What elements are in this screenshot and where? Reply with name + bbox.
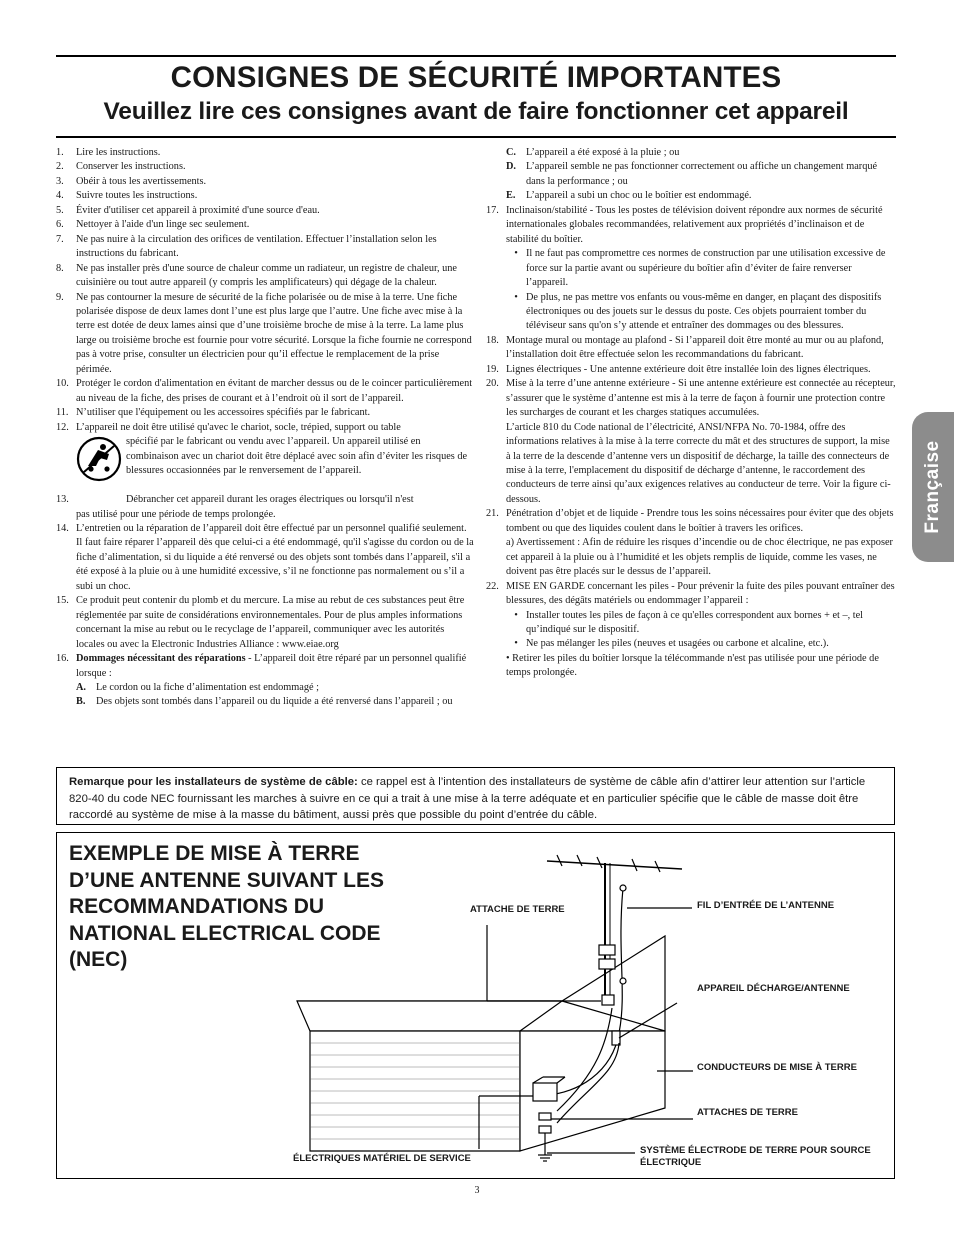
bullet-item: • Installer toutes les piles de façon à ce qu'elles correspondent aux bornes + et –, tel qu’indiqué sur le dispositif. [514, 609, 864, 635]
list-item: 20. Mise à la terre d’une antenne extérieure - Si une antenne extérieure est connectée au récepteur, s’assurer que le système d’antenne est mis à la terre de façon à fournir une protection contre les surcharges de courant et les charges statiques accumulées. [486, 378, 896, 419]
house-antenna-diagram [57, 833, 894, 1178]
item-17: 17. Inclinaison/stabilité - Tous les postes de télévision doivent répondre aux normes de sécurité internationales globales recommandées, relativement aux propriétés d’inclinaison et de stabilité du boîtier. [486, 204, 883, 245]
item-13-cont: pas utilisé pour une période de temps prolongée. [76, 508, 276, 520]
list-item: 8. Ne pas installer près d'une source de chaleur comme un radiateur, un registre de chaleur, une cuisinière ou tout autre appareil (y compris les amplificateurs) qui dégage de la chaleur. [56, 262, 457, 289]
label-fil: FIL D’ENTRÉE DE L’ANTENNE [697, 900, 835, 911]
antenna-grounding-figure [56, 832, 895, 1179]
list-item: 3. Obéir à tous les avertissements. [56, 175, 207, 187]
bullet-item: • Il ne faut pas compromettre ces normes de construction par une utilisation excessive de force sur la partie avant ou supérieure du boîtier afin d’éviter de faire renverser l’appareil. [514, 248, 886, 289]
item-22: 22. MISE EN GARDE concernant les piles - Pour prévenir la fuite des piles pouvant entraîner des blessures, des dégâts matériels ou endommager l’appareil : [486, 580, 895, 607]
left-column [56, 146, 474, 710]
label-attaches: ATTACHES DE TERRE [697, 1107, 798, 1118]
item-12-cont [56, 435, 474, 493]
list-item: 1. Lire les instructions. [56, 147, 161, 158]
cart-warning-icon [76, 436, 122, 482]
sub-item: E. L’appareil a subi un choc ou le boîtier est endommagé. [506, 190, 752, 202]
item-21-paragraph: a) Avertissement : Afin de réduire les risques d’incendie ou de choc électrique, ne pas exposer cet appareil à la pluie ou à l’humidité et les objets remplis de liquide, comme les vases, ne doivent pas être placés sur le dessus de l’appareil. [506, 537, 893, 578]
label-electriques: ÉLECTRIQUES MATÉRIEL DE SERVICE [293, 1153, 471, 1164]
item-20-paragraph: L’article 810 du Code national de l’électricité, ANSI/NFPA No. 70-1984, offre des informations relatives à la mise à la terre correcte du mât et des structures de support, la mise à la terre de la descende d’antenne vers un dispositif de décharge, la taille des connecteurs de mise à la terre, l'emplacement du dispositif de décharge d’antenne, le raccordement des conducteurs de terre ainsi qu’aux exigences relatives au conducteur de terre. Voir la figure ci-dessous. [506, 421, 891, 505]
figure-title: EXEMPLE DE MISE À TERRE D’UNE ANTENNE SUIVANT LES RECOMMANDATIONS DU NATIONAL ELECTRICAL CODE (NEC) [69, 842, 385, 971]
title-rule [56, 136, 896, 138]
label-systeme: SYSTÈME ÉLECTRODE DE TERRE POUR SOURCE ÉLECTRIQUE [640, 1145, 871, 1168]
list-item: 2. Conserver les instructions. [56, 161, 186, 173]
item-12-text: spécifié par le fabricant ou vendu avec l’appareil. Un appareil utilisé en combinaison avec un chariot doit être déplacé avec soin afin d’éviter les risques de blessures occasionnées par le renversement de l’appareil. [126, 436, 468, 476]
right-column [486, 146, 896, 681]
list-item: 9. Ne pas contourner la mesure de sécurité de la fiche polarisée ou de mise à la terre. Une fiche polarisée dispose de deux lames dont l’une est plus large que l’autre. Une fiche avec mise à la terre est dotée de deux lames ainsi que d’une troisième broche de mise à la terre. La lame plus large ou troisième broche est fournie pour votre sécurité. Lorsque la fiche fournie ne correspond pas à votre prise, consulter un électricien pour qu’il effectue le remplacement de la prise périmée. [56, 291, 472, 375]
label-appareil: APPAREIL DÉCHARGE/ANTENNE [697, 983, 850, 994]
page-subtitle: Veuillez lire ces consignes avant de faire fonctionner cet appareil [103, 98, 849, 125]
page-number: 3 [474, 1185, 480, 1196]
list-item: 4. Suivre toutes les instructions. [56, 190, 198, 202]
language-tab[interactable]: Française [912, 412, 954, 562]
item-16: 16. Dommages nécessitant des réparations - L’appareil doit être réparé par un personnel qualifié lorsque : [56, 653, 467, 679]
label-conducteurs: CONDUCTEURS DE MISE À TERRE [697, 1062, 857, 1073]
list-item: 12. L’appareil ne doit être utilisé qu'avec le chariot, socle, trépied, support ou table [56, 421, 401, 433]
sub-item: B. Des objets sont tombés dans l’appareil ou du liquide a été renversé dans l’appareil ; ou [76, 696, 453, 708]
item-22-last: • Retirer les piles du boîtier lorsque la télécommande n'est pas utilisée pour une période de temps prolongée. [506, 652, 879, 679]
top-rule [56, 55, 896, 57]
list-item: 11. N’utiliser que l'équipement ou les accessoires spécifiés par le fabricant. [56, 407, 371, 419]
label-attache: ATTACHE DE TERRE [470, 904, 565, 915]
page-title: CONSIGNES DE SÉCURITÉ IMPORTANTES [170, 61, 782, 94]
sub-item: D. L’appareil semble ne pas fonctionner correctement ou affiche un changement marqué dans la performance ; ou [506, 161, 878, 187]
list-item: 5. Éviter d'utiliser cet appareil à proximité d'une source d'eau. [56, 204, 320, 216]
bullet-item: • De plus, ne pas mettre vos enfants ou vous-même en danger, en plaçant des dispositifs électroniques ou des jouets sur le dessus du poste. Ces objets pourraient tomber du téléviseur sans qu'on s’y attende et entraîner des dommages ou des blessures. [514, 291, 882, 332]
list-item: 10. Protéger le cordon d'alimentation en évitant de marcher dessus ou de le coincer particulièrement au niveau de la fiche, des prises de courant et à l’endroit où il sort de l’appareil. [56, 378, 473, 404]
bullet-item: • Ne pas mélanger les piles (neuves et usagées ou carbone et alcaline, etc.). [514, 638, 829, 650]
list-item: 7. Ne pas nuire à la circulation des orifices de ventilation. Effectuer l’installation selon les instructions du fabricant. [56, 233, 437, 260]
list-item: 15. Ce produit peut contenir du plomb et du mercure. La mise au rebut de ces substances peut être réglementée par suite de considérations environnementales. Pour de plus amples informations concernant la mise au rebut ou le recyclage de l’appareil, communiquer avec les autorités locales ou avec la Electronic Industries Alliance : www.eiae.org [56, 595, 465, 650]
list-item: 18. Montage mural ou montage au plafond - Si l’appareil doit être monté au mur ou au plafond, l’installation doit être effectuée selon les recommandations du fabricant. [486, 334, 884, 361]
item-13: 13. Débrancher cet appareil durant les orages électriques ou lorsqu'il n'est [56, 494, 414, 506]
cable-installer-note: Remarque pour les installateurs de système de câble: ce rappel est à l’intention des installateurs de système de câble afin d’attirer leur attention sur l’article 820-40 du code NEC fournissant les marches à suivre en ce qui a trait à une mise à la terre adéquate et en particulier spécifie que le câble de masse doit être raccordé au système de mise à la masse du bâtiment, aussi près que possible du point d’entrée du câble. [56, 767, 895, 825]
list-item: 6. Nettoyer à l'aide d'un linge sec seulement. [56, 219, 250, 231]
sub-item: A. Le cordon ou la fiche d’alimentation est endommagé ; [76, 681, 320, 693]
list-item: 19. Lignes électriques - Une antenne extérieure doit être installée loin des lignes électriques. [486, 363, 871, 375]
sub-item: C. L’appareil a été exposé à la pluie ; ou [506, 147, 680, 158]
list-item: 14. L’entretien ou la réparation de l’appareil doit être effectué par un personnel qualifié seulement. Il faut faire réparer l’appareil dès que celui-ci a été endommagé, qu'il s'agisse du cordon ou de la fiche d’alimentation, si du liquide a été renversé ou des objets sont tombés dans l’appareil, s'il a été exposé à la pluie ou à une humidité excessive, s’il ne fonctionne pas normalement ou s’il a subi un choc. [56, 522, 474, 592]
item-21: 21. Pénétration d’objet et de liquide - Prendre tous les soins nécessaires pour éviter que des objets tombent ou que des liquides coulent dans le boîtier à travers les orifices. [486, 508, 894, 534]
